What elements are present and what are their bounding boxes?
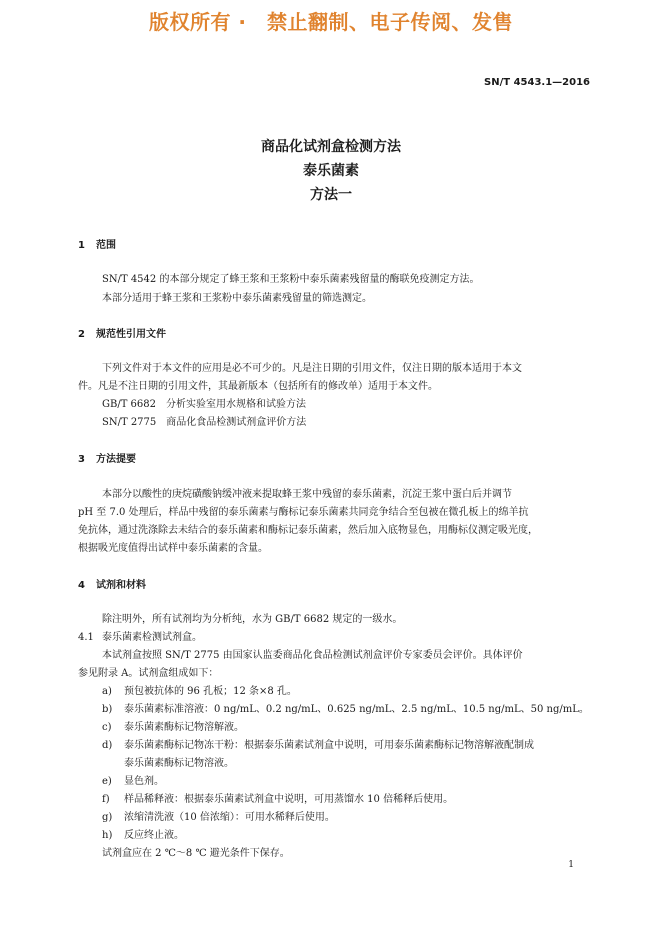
paragraph: 下列文件对于本文件的应用是必不可少的。凡是注日期的引用文件，仅注日期的版本适用于本文 [102, 363, 522, 374]
list-item: g) 浓缩清洗液（10 倍浓缩）：可用水稀释后使用。 [102, 812, 335, 823]
paragraph: pH 至 7.0 处理后，样品中残留的泰乐菌素与酶标记泰乐菌素共同竞争结合至包被在微孔板上的绵羊抗 [78, 507, 529, 518]
list-item: b) 泰乐菌素标准溶液：0 ng/mL、0.2 ng/mL、0.625 ng/mL、2.5 ng/mL、10.5 ng/mL、50 ng/mL。 [102, 704, 589, 715]
list-item: a) 预包被抗体的 96 孔板；12 条×8 孔。 [102, 686, 297, 697]
list-item: h) 反应终止液。 [102, 830, 184, 841]
standard-number: SN/T 4543.1—2016 [484, 77, 590, 88]
paragraph: 试剂盒应在 2 ℃～8 ℃ 避光条件下保存。 [102, 848, 290, 859]
reference-item: GB/T 6682 分析实验室用水规格和试验方法 [102, 399, 307, 410]
paragraph: 免抗体，通过洗涤除去未结合的泰乐菌素和酶标记泰乐菌素，然后加入底物显色，用酶标仪测定吸光度， [78, 525, 538, 536]
subsection-heading-4-1: 4.1 泰乐菌素检测试剂盒。 [78, 632, 202, 643]
paragraph: 本试剂盒按照 SN/T 2775 由国家认监委商品化食品检测试剂盒评价专家委员会评价。具体评价 [102, 650, 523, 661]
list-item: f) 样品稀释液：根据泰乐菌素试剂盒中说明，可用蒸馏水 10 倍稀释后使用。 [102, 794, 454, 805]
section-heading-2: 2 规范性引用文件 [78, 329, 166, 340]
paragraph: 件。凡是不注日期的引用文件，其最新版本（包括所有的修改单）适用于本文件。 [78, 381, 438, 392]
doc-method: 方法一 [310, 187, 352, 203]
watermark: 版权所有 · 禁止翻制、电子传阅、发售 [148, 10, 514, 34]
doc-title: 商品化试剂盒检测方法 [261, 139, 401, 155]
page-number: 1 [568, 860, 574, 870]
list-item: d) 泰乐菌素酶标记物冻干粉：根据泰乐菌素试剂盒中说明，可用泰乐菌素酶标记物溶解液配制成 [102, 740, 534, 751]
doc-subtitle: 泰乐菌素 [303, 163, 359, 179]
section-heading-3: 3 方法提要 [78, 454, 136, 465]
paragraph: SN/T 4542 的本部分规定了蜂王浆和王浆粉中泰乐菌素残留量的酶联免疫测定方法。 [102, 274, 480, 285]
reference-item: SN/T 2775 商品化食品检测试剂盒评价方法 [102, 417, 307, 428]
paragraph: 除注明外，所有试剂均为分析纯，水为 GB/T 6682 规定的一级水。 [102, 614, 403, 625]
list-item-continuation: 泰乐菌素酶标记物溶液。 [124, 758, 234, 769]
paragraph: 本部分适用于蜂王浆和王浆粉中泰乐菌素残留量的筛选测定。 [102, 293, 372, 304]
paragraph: 本部分以酸性的庚烷磺酸钠缓冲液来提取蜂王浆中残留的泰乐菌素，沉淀王浆中蛋白后并调节 [102, 489, 512, 500]
list-item: e) 显色剂。 [102, 776, 164, 787]
paragraph: 参见附录 A。试剂盒组成如下： [78, 668, 219, 679]
section-heading-4: 4 试剂和材料 [78, 580, 146, 591]
section-heading-1: 1 范围 [78, 240, 116, 251]
paragraph: 根据吸光度值得出试样中泰乐菌素的含量。 [78, 543, 268, 554]
list-item: c) 泰乐菌素酶标记物溶解液。 [102, 722, 244, 733]
